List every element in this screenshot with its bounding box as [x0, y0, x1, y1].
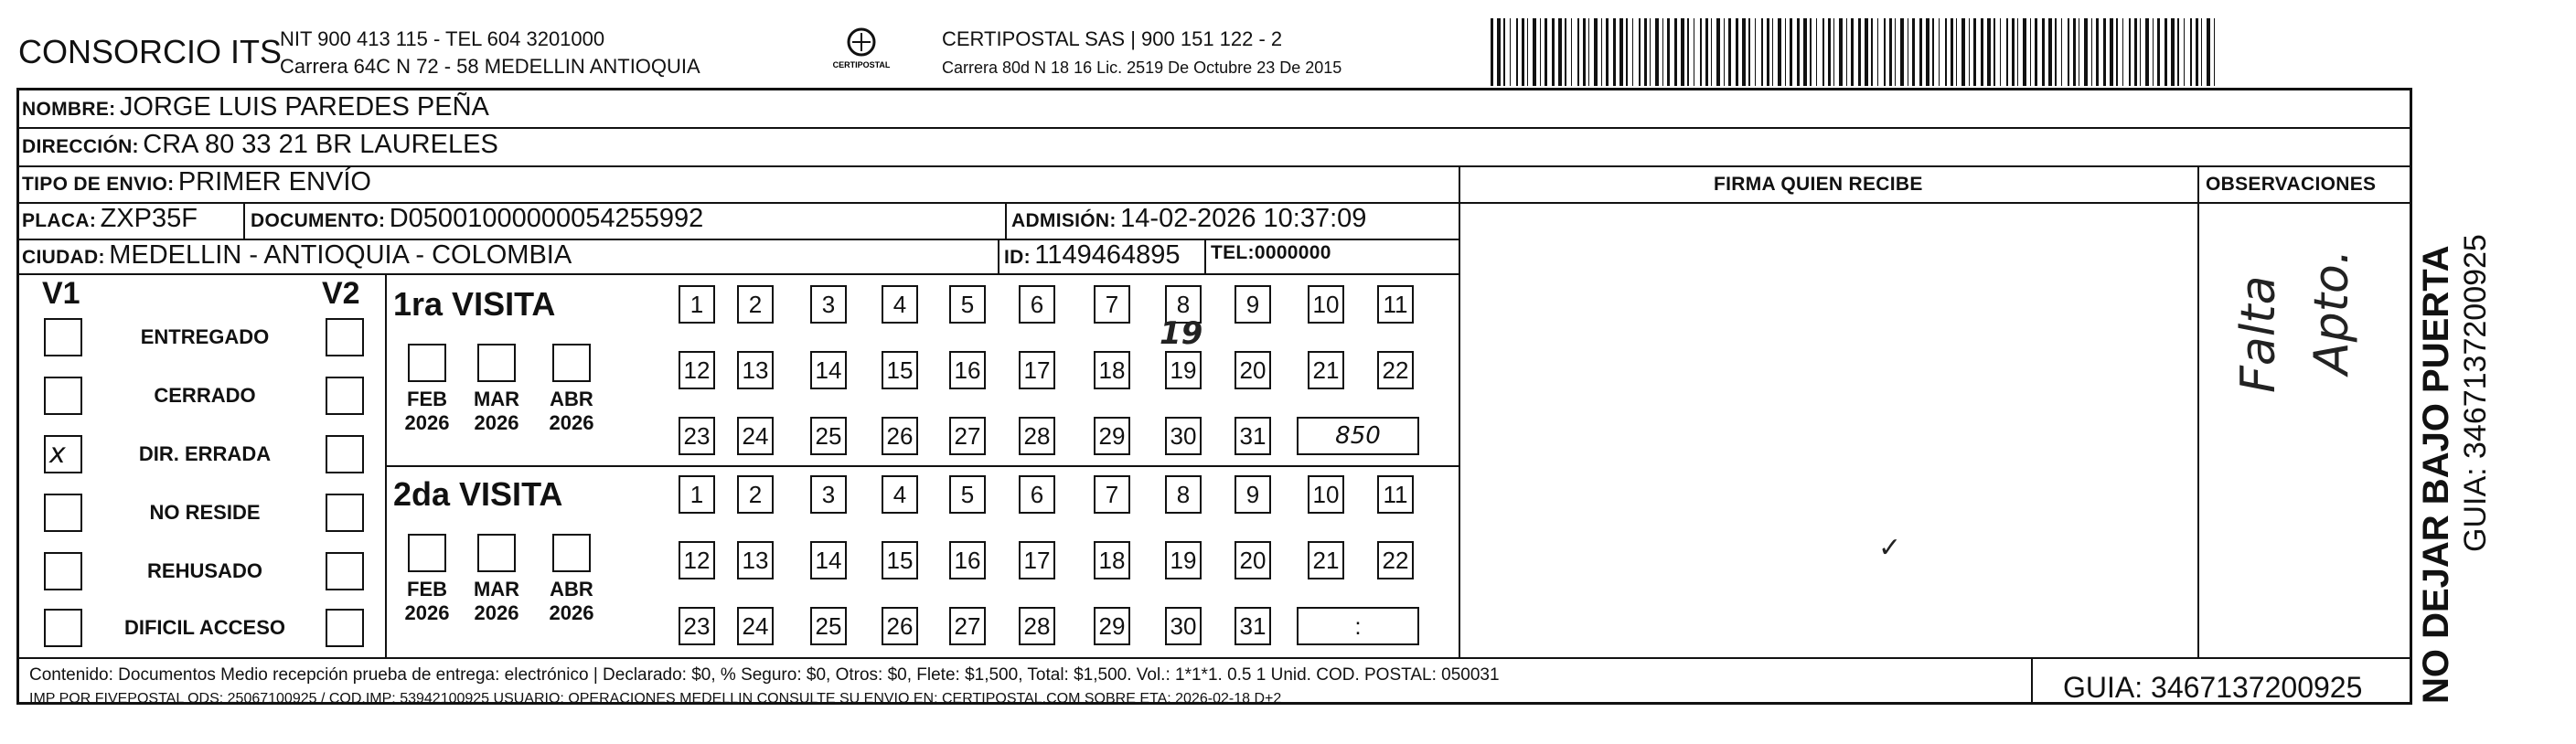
footer-line1: Contenido: Documentos Medio recepción prueba de entrega: electrónico | Declarado: $0, % Seguro: $0, Otros: $0, Flete: $1,500, Total: $1,500. Vol.: 1*1*1. 0.5 1 Unid. COD. POSTAL: 050031: [29, 665, 1500, 685]
visit1-month-box[interactable]: [408, 344, 446, 382]
barcode-bar: [1588, 18, 1589, 86]
visit1-day-box[interactable]: 16: [949, 351, 986, 389]
month-name: MAR: [473, 578, 520, 601]
visit2-day-box[interactable]: 22: [1377, 541, 1414, 579]
visit2-day-box[interactable]: 5: [949, 475, 986, 514]
barcode-bar: [1987, 18, 1991, 86]
barcode-bar: [2116, 18, 2118, 86]
visit1-day-box[interactable]: 19: [1165, 351, 1202, 389]
barcode-bar: [2140, 18, 2141, 86]
v2-checkbox[interactable]: [326, 435, 364, 473]
visit1-day-box[interactable]: 11: [1377, 285, 1414, 324]
barcode-bar: [2103, 18, 2106, 86]
visit2-day-box[interactable]: 1: [679, 475, 715, 514]
v1-checkbox[interactable]: [44, 494, 82, 532]
barcode-bar: [1545, 18, 1547, 86]
visit2-day-box[interactable]: 4: [882, 475, 918, 514]
barcode-bar: [2091, 18, 2092, 86]
barcode-bar: [1742, 18, 1746, 86]
barcode-bar: [2184, 18, 2185, 86]
direccion-row: DIRECCIÓN: CRA 80 33 21 BR LAURELES: [22, 130, 498, 159]
visit2-day-box[interactable]: 8: [1165, 475, 1202, 514]
visit2-month-box[interactable]: [477, 534, 516, 572]
barcode-bar: [2201, 18, 2202, 86]
barcode-bar: [1969, 18, 1970, 86]
no-dejar-bajo-puerta: NO DEJAR BAJO PUERTA: [2416, 245, 2456, 704]
visit1-day-box[interactable]: 28: [1019, 417, 1055, 455]
barcode-bar: [1858, 18, 1861, 86]
visit1-time-box[interactable]: 850: [1297, 417, 1419, 455]
barcode-bar: [1687, 18, 1689, 86]
visit1-day-box[interactable]: 6: [1019, 285, 1055, 324]
visit1-day-box[interactable]: 22: [1377, 351, 1414, 389]
visit2-day-box[interactable]: 26: [882, 607, 918, 645]
barcode-bar: [1516, 18, 1518, 86]
month-name: FEB: [407, 388, 447, 410]
visit1-day-box[interactable]: 30: [1165, 417, 1202, 455]
month-year: 2026: [404, 411, 450, 434]
v1-label: V1: [42, 276, 80, 311]
barcode-bar: [1851, 18, 1854, 86]
v2-label: V2: [322, 276, 360, 311]
visit1-day-box[interactable]: 13: [737, 351, 774, 389]
barcode-bar: [1810, 18, 1812, 86]
visit1-day-box[interactable]: 26: [882, 417, 918, 455]
barcode-bar: [1565, 18, 1566, 86]
barcode-bar: [1761, 18, 1763, 86]
status-label: ENTREGADO: [140, 325, 270, 348]
barcode-bar: [1865, 18, 1868, 86]
visit2-day-box[interactable]: 28: [1019, 607, 1055, 645]
barcode-bar: [2196, 18, 2198, 86]
visit1-month-box[interactable]: [552, 344, 591, 382]
barcode-bar: [1772, 18, 1773, 86]
barcode-bar: [2145, 18, 2149, 86]
barcode-bar: [1681, 18, 1684, 86]
barcode-bar: [1846, 18, 1847, 86]
visit1-month-box[interactable]: [477, 344, 516, 382]
v1-checkbox[interactable]: x: [44, 435, 82, 473]
visit1-day-box[interactable]: 21: [1308, 351, 1344, 389]
barcode-bar: [1993, 18, 1995, 86]
status-label: NO RESIDE: [149, 501, 261, 524]
barcode-bar: [2068, 18, 2069, 86]
visit2-day-box[interactable]: 21: [1308, 541, 1344, 579]
visit1-day-box[interactable]: 7: [1094, 285, 1130, 324]
visit2-day-box[interactable]: 2: [737, 475, 774, 514]
visit2-day-box[interactable]: 16: [949, 541, 986, 579]
signature-mark: ✓: [1878, 532, 1902, 564]
barcode-bar: [1803, 18, 1807, 86]
barcode-bar: [1945, 18, 1947, 86]
visit1-day-box[interactable]: 31: [1235, 417, 1271, 455]
barcode-bar: [1674, 18, 1677, 86]
barcode-bar: [2006, 18, 2008, 86]
handwritten-obs-line1: Falta: [2231, 275, 2286, 393]
visit1-month-label: [544, 388, 599, 435]
month-year: 2026: [549, 411, 594, 434]
barcode-bar: [1577, 18, 1579, 86]
barcode: [1491, 18, 2222, 86]
barcode-bar: [1951, 18, 1953, 86]
visit1-day-box[interactable]: 5: [949, 285, 986, 324]
visit1-day-box[interactable]: 18: [1094, 351, 1130, 389]
barcode-bar: [1973, 18, 1976, 86]
barcode-bar: [1626, 18, 1628, 86]
visit1-day-box[interactable]: 9: [1235, 285, 1271, 324]
footer-line2: IMP POR FIVEPOSTAL ODS: 25067100925 / COD.IMP: 53942100925 USUARIO: OPERACIONES MEDELLIN CONSULTE SU ENVIO EN: CERTIPOSTAL.COM SOBRE ETA: 2026-02-18 D+2: [29, 691, 1282, 707]
barcode-bar: [2023, 18, 2026, 86]
barcode-bar: [1816, 18, 1817, 86]
v2-checkbox[interactable]: [326, 494, 364, 532]
status-label: DIFICIL ACCESO: [123, 616, 285, 639]
barcode-bar: [1767, 18, 1769, 86]
visit1-day-box[interactable]: 2: [737, 285, 774, 324]
month-year: 2026: [404, 601, 450, 624]
barcode-bar: [1540, 18, 1541, 86]
visit2-day-box[interactable]: 29: [1094, 607, 1130, 645]
barcode-bar: [1778, 18, 1781, 86]
barcode-bar: [1748, 18, 1750, 86]
v2-checkbox[interactable]: [326, 552, 364, 590]
barcode-bar: [2129, 18, 2131, 86]
month-name: ABR: [550, 388, 593, 410]
barcode-bar: [1558, 18, 1562, 86]
visit2-day-box[interactable]: 18: [1094, 541, 1130, 579]
barcode-bar: [2012, 18, 2015, 86]
barcode-bar: [2207, 18, 2210, 86]
visit2-time-box[interactable]: :: [1297, 607, 1419, 645]
visit1-day-box[interactable]: 29: [1094, 417, 1130, 455]
barcode-bar: [1790, 18, 1792, 86]
month-year: 2026: [549, 601, 594, 624]
barcode-bar: [2061, 18, 2062, 86]
barcode-bar: [1594, 18, 1598, 86]
visit2-day-box[interactable]: 13: [737, 541, 774, 579]
barcode-bar: [1552, 18, 1555, 86]
barcode-bar: [2190, 18, 2192, 86]
visit2-day-box[interactable]: 25: [810, 607, 847, 645]
barcode-bar: [1711, 18, 1712, 86]
barcode-bar: [2073, 18, 2076, 86]
delivery-form: [16, 88, 2412, 705]
barcode-bar: [1491, 18, 1493, 86]
certipostal-logo: [823, 24, 900, 79]
visit2-day-box[interactable]: 15: [882, 541, 918, 579]
barcode-bar: [2055, 18, 2057, 86]
barcode-bar: [1889, 18, 1892, 86]
barcode-bar: [2035, 18, 2037, 86]
barcode-bar: [2048, 18, 2052, 86]
barcode-bar: [2096, 18, 2099, 86]
visit1-day-box[interactable]: 10: [1308, 285, 1344, 324]
visit2-day-box[interactable]: 19: [1165, 541, 1202, 579]
visit1-day-box[interactable]: 4: [882, 285, 918, 324]
month-year: 2026: [474, 411, 519, 434]
documento-field: DOCUMENTO: D05001000000054255992: [251, 204, 704, 233]
barcode-bar: [1961, 18, 1965, 86]
visit2-day-box[interactable]: 14: [810, 541, 847, 579]
barcode-bar: [1956, 18, 1957, 86]
barcode-bar: [1522, 18, 1524, 86]
visit2-day-box[interactable]: 7: [1094, 475, 1130, 514]
barcode-bar: [1932, 18, 1934, 86]
barcode-bar: [1900, 18, 1904, 86]
visit2-month-label: [400, 578, 454, 625]
barcode-bar: [1606, 18, 1609, 86]
tipo-envio-row: TIPO DE ENVIO: PRIMER ENVÍO: [22, 167, 371, 197]
v1-checkbox[interactable]: [44, 552, 82, 590]
carrier-info: CERTIPOSTAL SAS | 900 151 122 - 2: [942, 27, 1283, 50]
barcode-bar: [1833, 18, 1834, 86]
visit2-day-box[interactable]: 31: [1235, 607, 1271, 645]
visit2-month-box[interactable]: [552, 534, 591, 572]
month-name: MAR: [473, 388, 520, 410]
barcode-bar: [1510, 18, 1511, 86]
barcode-bar: [1619, 18, 1623, 86]
barcode-bar: [1655, 18, 1659, 86]
barcode-bar: [1497, 18, 1501, 86]
month-year: 2026: [474, 601, 519, 624]
barcode-bar: [1839, 18, 1843, 86]
barcode-bar: [1716, 18, 1720, 86]
visit2-day-box[interactable]: 6: [1019, 475, 1055, 514]
visit2-day-box[interactable]: 10: [1308, 475, 1344, 514]
v1-checkbox[interactable]: [44, 377, 82, 415]
visit2-day-box[interactable]: 11: [1377, 475, 1414, 514]
visit1-title: 1ra VISITA: [393, 285, 556, 323]
barcode-bar: [1644, 18, 1647, 86]
visit2-title: 2da VISITA: [393, 475, 563, 513]
barcode-bar: [1632, 18, 1633, 86]
handwritten-obs-line2: Apto.: [2304, 249, 2359, 375]
visit2-day-box[interactable]: 20: [1235, 541, 1271, 579]
barcode-bar: [2017, 18, 2018, 86]
v2-checkbox[interactable]: [326, 609, 364, 647]
visit1-month-label: [469, 388, 524, 435]
barcode-bar: [1919, 18, 1922, 86]
barcode-bar: [1871, 18, 1873, 86]
barcode-bar: [2164, 18, 2167, 86]
visit1-day-box[interactable]: 25: [810, 417, 847, 455]
month-name: ABR: [550, 578, 593, 601]
visit2-day-box[interactable]: 12: [679, 541, 715, 579]
visit1-day-box[interactable]: 14: [810, 351, 847, 389]
barcode-bar: [1755, 18, 1756, 86]
handwritten-day-mark: 19: [1160, 315, 1203, 352]
barcode-bar: [1926, 18, 1929, 86]
barcode-bar: [1728, 18, 1731, 86]
barcode-bar: [1527, 18, 1528, 86]
placa-field: PLACA: ZXP35F: [22, 204, 198, 233]
barcode-bar: [1822, 18, 1824, 86]
barcode-bar: [1939, 18, 1940, 86]
status-label: CERRADO: [154, 384, 256, 407]
barcode-bar: [1705, 18, 1708, 86]
visit1-day-box[interactable]: 27: [949, 417, 986, 455]
visit2-day-box[interactable]: 23: [679, 607, 715, 645]
status-label: DIR. ERRADA: [138, 442, 272, 465]
barcode-bar: [1785, 18, 1786, 86]
side-guia: GUIA: 3467137200925: [2458, 234, 2493, 552]
visit2-month-label: [544, 578, 599, 625]
barcode-bar: [2214, 18, 2215, 86]
visit1-day-box[interactable]: 8: [1165, 285, 1202, 324]
visit2-month-label: [469, 578, 524, 625]
nombre-row: NOMBRE: JORGE LUIS PAREDES PEÑA: [22, 92, 489, 122]
barcode-bar: [1662, 18, 1663, 86]
barcode-bar: [1828, 18, 1831, 86]
barcode-bar: [2030, 18, 2031, 86]
firma-label: FIRMA QUIEN RECIBE: [1714, 174, 1923, 195]
barcode-bar: [2110, 18, 2113, 86]
barcode-bar: [1895, 18, 1896, 86]
barcode-bar: [1667, 18, 1670, 86]
recipient-name: JORGE LUIS PAREDES PEÑA: [119, 92, 489, 122]
barcode-bar: [1533, 18, 1536, 86]
visit2-day-box[interactable]: 30: [1165, 607, 1202, 645]
admision-field: ADMISIÓN: 14-02-2026 10:37:09: [1011, 204, 1367, 233]
recipient-address: CRA 80 33 21 BR LAURELES: [143, 130, 498, 159]
v1-checkbox[interactable]: [44, 609, 82, 647]
company-address: Carrera 64C N 72 - 58 MEDELLIN ANTIOQUIA: [280, 55, 700, 78]
tel-field: TEL:0000000: [1211, 242, 1331, 263]
visit2-day-box[interactable]: 27: [949, 607, 986, 645]
barcode-bar: [2084, 18, 2088, 86]
visit1-day-box[interactable]: 24: [737, 417, 774, 455]
barcode-bar: [1884, 18, 1886, 86]
visit1-day-box[interactable]: 23: [679, 417, 715, 455]
barcode-bar: [1503, 18, 1505, 86]
month-name: FEB: [407, 578, 447, 601]
visit1-month-label: [400, 388, 454, 435]
barcode-bar: [1583, 18, 1586, 86]
barcode-bar: [2042, 18, 2045, 86]
barcode-bar: [1601, 18, 1602, 86]
visit1-day-box[interactable]: 20: [1235, 351, 1271, 389]
v1-checkbox[interactable]: [44, 318, 82, 356]
visit2-day-box[interactable]: 3: [810, 475, 847, 514]
barcode-bar: [1724, 18, 1725, 86]
visit1-day-box[interactable]: 15: [882, 351, 918, 389]
visit2-day-box[interactable]: 9: [1235, 475, 1271, 514]
barcode-bar: [1700, 18, 1702, 86]
visit2-day-box[interactable]: 17: [1019, 541, 1055, 579]
id-field: ID: 1149464895: [1004, 240, 1181, 270]
visit2-month-box[interactable]: [408, 534, 446, 572]
barcode-bar: [2122, 18, 2123, 86]
barcode-bar: [1650, 18, 1651, 86]
barcode-bar: [1981, 18, 1983, 86]
barcode-bar: [1639, 18, 1641, 86]
barcode-bar: [2157, 18, 2160, 86]
barcode-bar: [1912, 18, 1915, 86]
barcode-bar: [1797, 18, 1800, 86]
visit2-day-box[interactable]: 24: [737, 607, 774, 645]
v2-checkbox[interactable]: [326, 377, 364, 415]
v2-checkbox[interactable]: [326, 318, 364, 356]
status-label: REHUSADO: [147, 559, 262, 582]
footer-guia: GUIA: 3467137200925: [2063, 671, 2363, 704]
barcode-bar: [1736, 18, 1738, 86]
observaciones-label: OBSERVACIONES: [2206, 174, 2377, 195]
visit1-day-box[interactable]: 3: [810, 285, 847, 324]
barcode-bar: [1877, 18, 1878, 86]
barcode-bar: [2171, 18, 2175, 86]
barcode-bar: [2177, 18, 2179, 86]
company-name: CONSORCIO ITS: [18, 33, 283, 70]
visit1-day-box[interactable]: 12: [679, 351, 715, 389]
visit1-day-box[interactable]: 17: [1019, 351, 1055, 389]
barcode-bar: [2000, 18, 2001, 86]
carrier-address: Carrera 80d N 18 16 Lic. 2519 De Octubre 23 De 2015: [942, 58, 1342, 77]
barcode-bar: [1613, 18, 1616, 86]
visit1-day-box[interactable]: 1: [679, 285, 715, 324]
svg-text:CERTIPOSTAL: CERTIPOSTAL: [832, 60, 891, 69]
barcode-bar: [2153, 18, 2154, 86]
company-nit: NIT 900 413 115 - TEL 604 3201000: [280, 27, 605, 50]
barcode-bar: [1571, 18, 1572, 86]
barcode-bar: [2134, 18, 2137, 86]
ciudad-field: CIUDAD: MEDELLIN - ANTIOQUIA - COLOMBIA: [22, 240, 572, 270]
